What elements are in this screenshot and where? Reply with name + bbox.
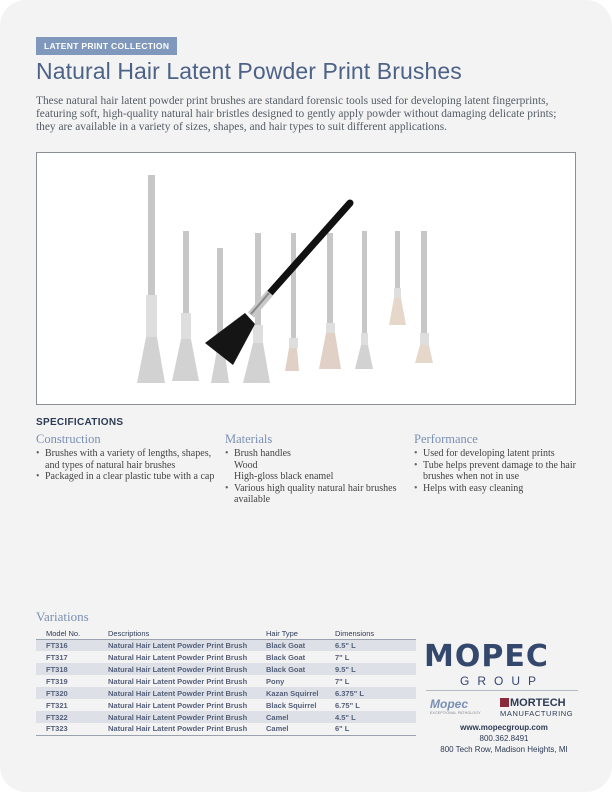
model-cell: FT319	[46, 676, 68, 686]
brush-silhouette	[355, 231, 373, 369]
contact-block	[424, 722, 584, 755]
description-cell: Natural Hair Latent Powder Print Brush	[108, 652, 248, 662]
brush-silhouette	[389, 231, 406, 325]
list-item: • Used for developing latent prints	[414, 448, 594, 460]
brush-silhouette	[211, 248, 229, 383]
table-row	[36, 663, 416, 675]
construction-title: Construction	[36, 432, 101, 446]
description-cell: Natural Hair Latent Powder Print Brush	[98, 687, 256, 699]
model-cell: FT320	[36, 687, 98, 699]
collection-tag: LATENT PRINT COLLECTION	[36, 37, 177, 55]
page-title: Natural Hair Latent Powder Print Brushes	[36, 58, 462, 84]
logo-divider	[426, 690, 578, 691]
dimensions-cell: 9.5" L	[325, 663, 416, 675]
brush-silhouette	[172, 231, 199, 381]
mortech-logo	[500, 697, 580, 718]
performance-column	[414, 432, 594, 494]
hair-type-cell: Pony	[266, 676, 285, 686]
dimensions-cell: 6" L	[325, 723, 416, 735]
column-header: Descriptions	[98, 628, 256, 639]
hair-type-cell: Kazan Squirrel	[256, 687, 325, 699]
table-row	[36, 711, 416, 723]
list-item: • Tube helps prevent damage to the hair brushes when not in use	[414, 460, 594, 483]
performance-title: Performance	[414, 432, 478, 446]
model-cell: FT322	[36, 711, 98, 723]
model-cell: FT323	[36, 723, 98, 735]
column-header: Dimensions	[325, 628, 416, 639]
materials-column	[225, 432, 405, 506]
mortech-mark-icon	[500, 698, 509, 707]
model-cell: FT317	[46, 652, 68, 662]
hair-type-cell: Black Goat	[256, 639, 325, 651]
description-cell: Natural Hair Latent Powder Print Brush	[108, 700, 248, 710]
product-photo	[36, 152, 576, 405]
dimensions-cell: 4.5" L	[325, 711, 416, 723]
column-header: Hair Type	[256, 628, 325, 639]
table-header-row	[36, 628, 416, 639]
variations-table	[36, 628, 416, 736]
model-cell: FT321	[46, 700, 68, 710]
brush-silhouette	[319, 233, 341, 369]
mortech-wordmark: MORTECH	[510, 697, 566, 709]
table-row	[36, 723, 416, 735]
list-item: • Helps with easy cleaning	[414, 483, 594, 495]
mopec-wordmark: Mopec	[430, 697, 469, 711]
dimensions-cell: 6.375" L	[325, 687, 416, 699]
brushes-illustration	[37, 153, 577, 406]
dimensions-cell: 7" L	[335, 676, 350, 686]
list-item: • Brush handles	[225, 448, 405, 460]
dimensions-cell: 7" L	[335, 652, 350, 662]
construction-column	[36, 432, 216, 483]
mortech-subline: MANUFACTURING	[500, 709, 574, 718]
list-item: • Brushes with a variety of lengths, shapes, and types of natural hair brushes	[36, 448, 216, 471]
list-subitem: High-gloss black enamel	[234, 471, 334, 482]
hair-type-cell: Camel	[256, 711, 325, 723]
dimensions-cell: 6.5" L	[325, 639, 416, 651]
table-row	[36, 687, 416, 699]
brush-silhouette	[415, 231, 433, 363]
description-cell: Natural Hair Latent Powder Print Brush	[98, 639, 256, 651]
variations-heading: Variations	[36, 609, 89, 624]
specifications-heading: SPECIFICATIONS	[36, 417, 124, 428]
table-row	[36, 639, 416, 651]
logo-subword: GROUP	[460, 674, 545, 688]
logo-wordmark: MOPEC	[424, 639, 549, 674]
address: 800 Tech Row, Madison Heights, MI	[440, 745, 568, 754]
column-header: Model No.	[36, 628, 98, 639]
description-cell: Natural Hair Latent Powder Print Brush	[98, 723, 256, 735]
model-cell: FT318	[36, 663, 98, 675]
materials-title: Materials	[225, 432, 273, 446]
description-cell: Natural Hair Latent Powder Print Brush	[98, 663, 256, 675]
description-cell: Natural Hair Latent Powder Print Brush	[108, 676, 248, 686]
model-cell: FT316	[36, 639, 98, 651]
website-link[interactable]: www.mopecgroup.com	[460, 723, 548, 732]
table-row	[36, 651, 416, 663]
dimensions-cell: 6.75" L	[335, 700, 360, 710]
hair-type-cell: Camel	[256, 723, 325, 735]
mopec-logo	[430, 697, 494, 715]
table-row	[36, 699, 416, 711]
list-item: • Packaged in a clear plastic tube with a cap	[36, 471, 216, 483]
phone-number: 800.362.8491	[479, 734, 529, 743]
mopec-group-logo	[424, 639, 579, 688]
mopec-tagline: EXCEPTIONAL PATHOLOGY	[430, 711, 481, 715]
brush-silhouette	[285, 233, 299, 371]
hair-type-cell: Black Goat	[256, 663, 325, 675]
list-subitem: Wood	[234, 459, 258, 471]
hair-type-cell: Black Squirrel	[266, 700, 317, 710]
list-item: • Various high quality natural hair brushes available	[225, 483, 405, 506]
hair-type-cell: Black Goat	[266, 652, 306, 662]
table-row	[36, 675, 416, 687]
intro-paragraph: These natural hair latent powder print brushes are standard forensic tools used for developing latent fingerprints, featuring soft, high-quality natural hair bristles designed to gently apply powder without damaging delicate prints; they are available in a variety of sizes, shapes, and hair types to suit different applications.	[36, 95, 557, 133]
description-cell: Natural Hair Latent Powder Print Brush	[98, 711, 256, 723]
brush-silhouette	[137, 175, 165, 383]
